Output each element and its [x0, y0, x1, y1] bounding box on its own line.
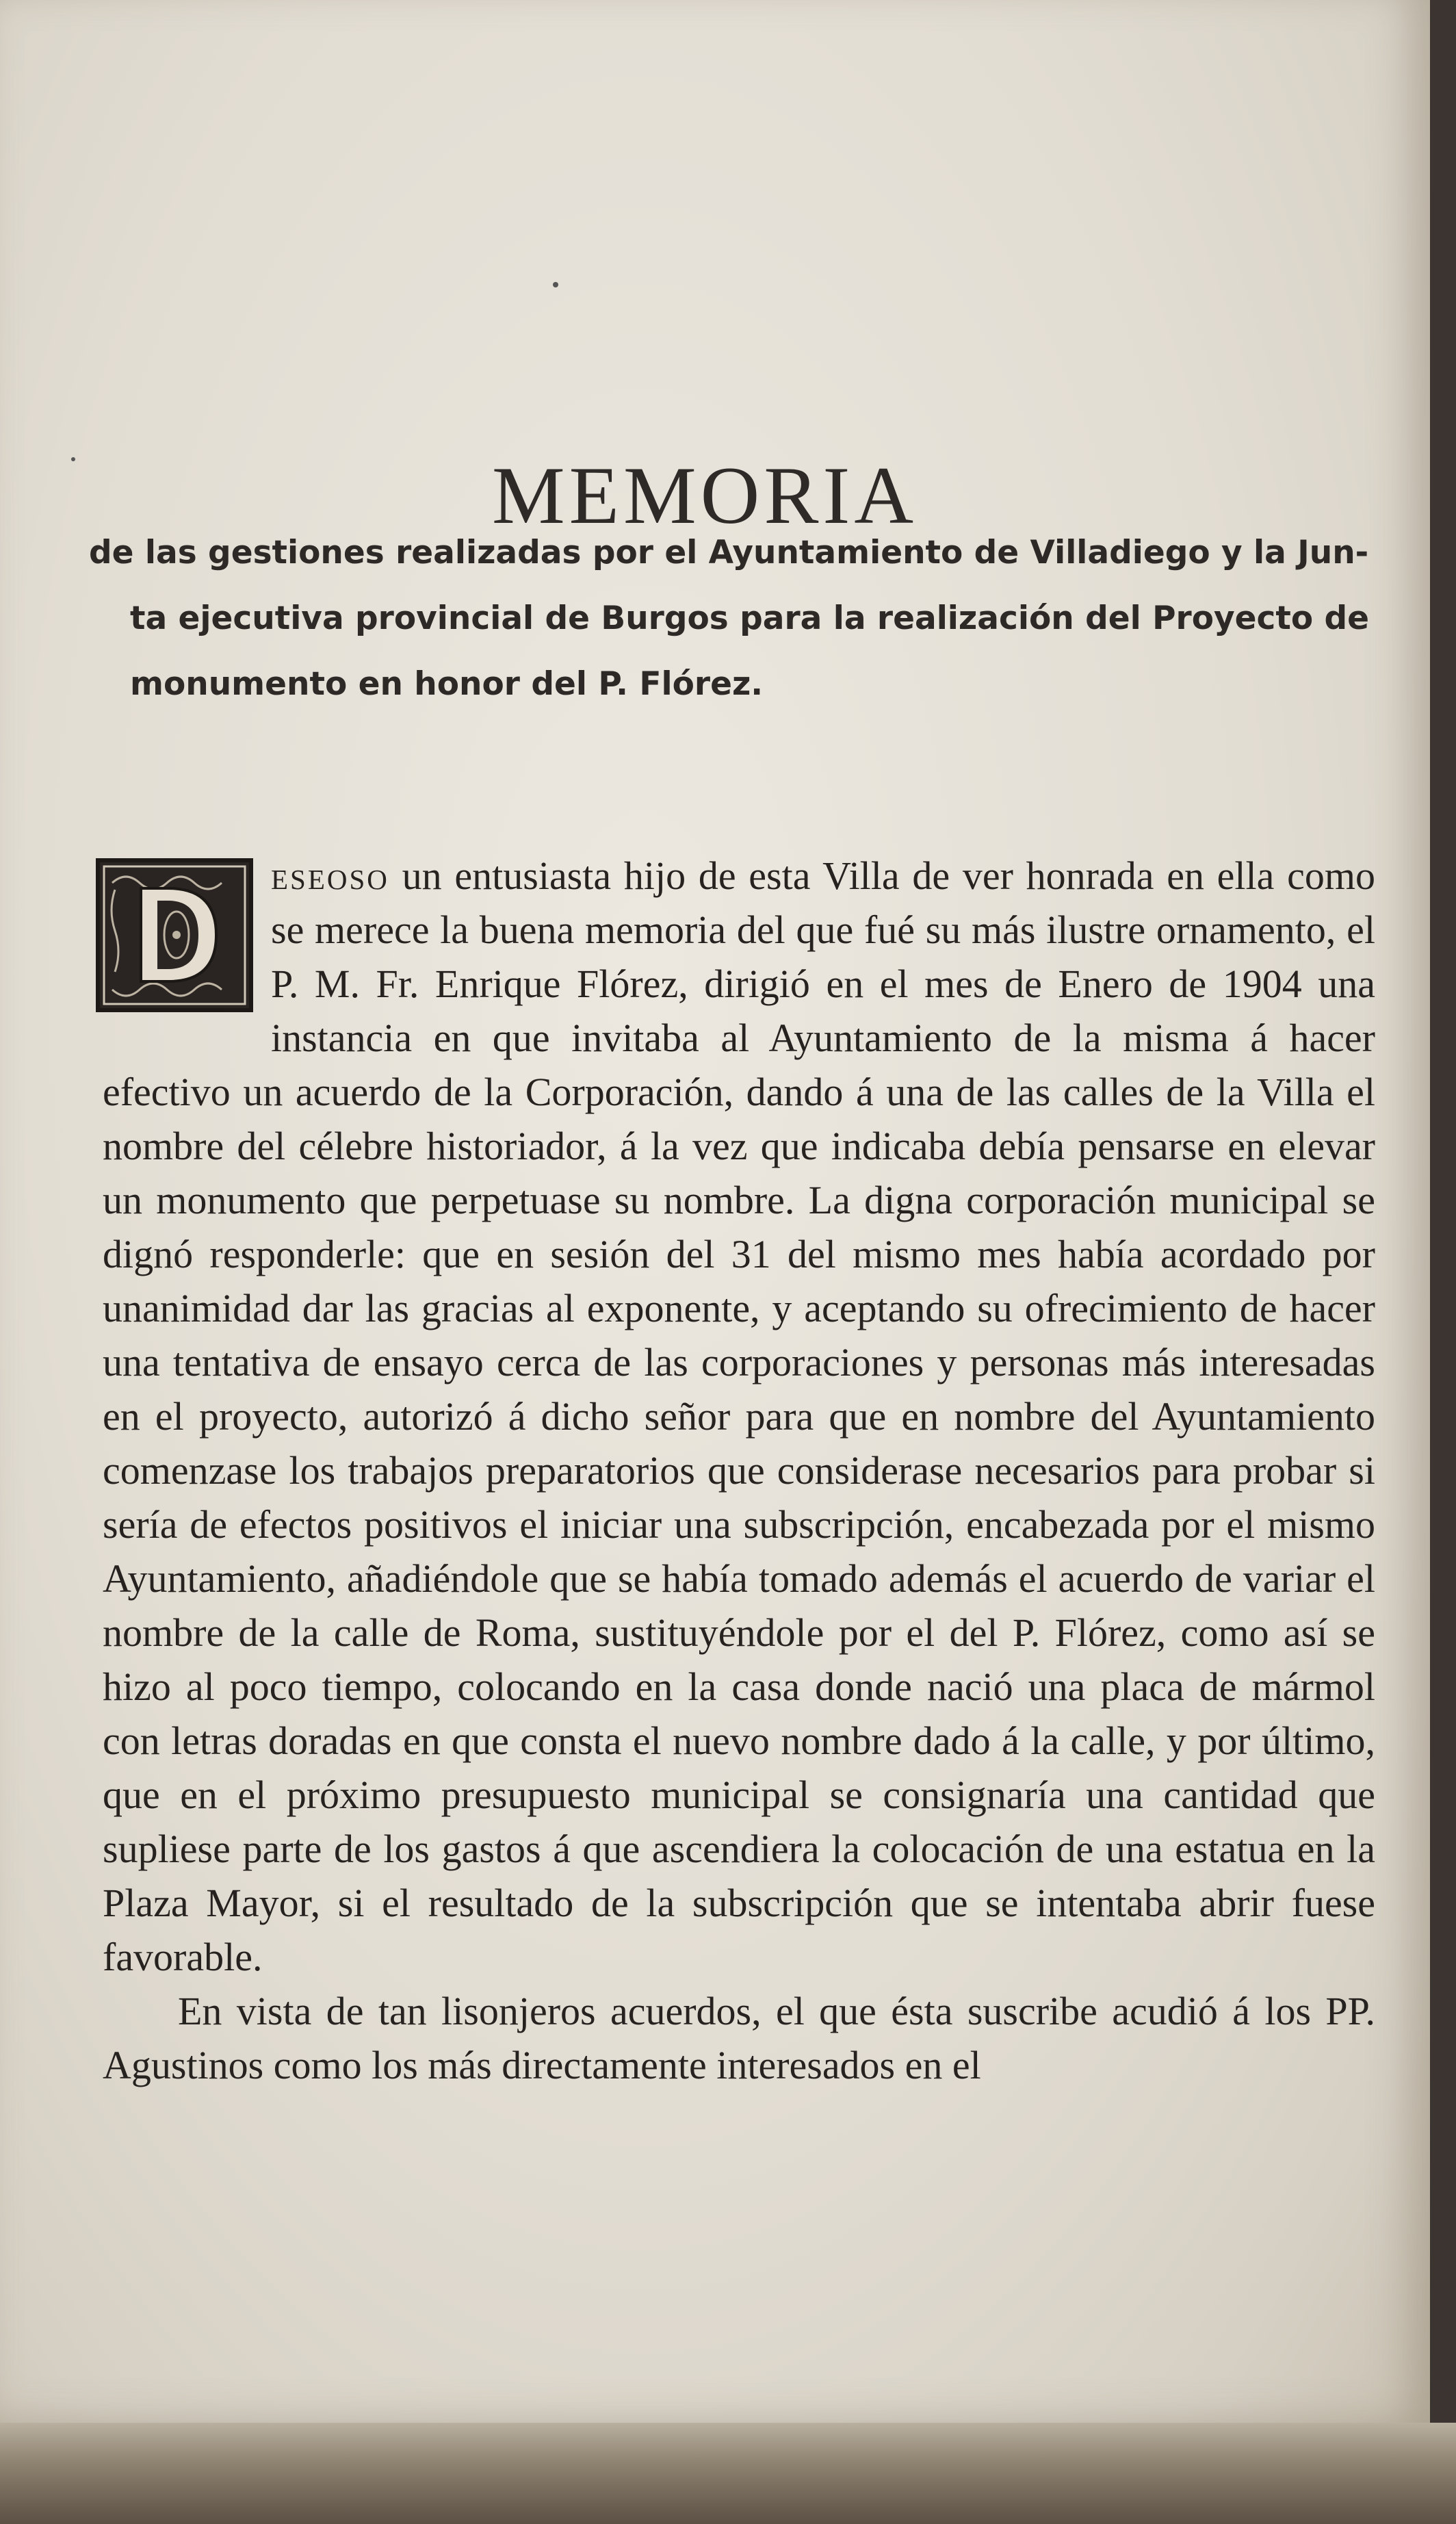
subtitle [89, 520, 1369, 717]
body-text [103, 849, 1375, 2092]
subtitle-line: de las gestiones realizadas por el Ayuntamiento de Villadiego y la Jun- [89, 534, 1369, 571]
drop-cap-ornament-icon [100, 862, 249, 1008]
paragraph-1 [103, 849, 1375, 1984]
page-title: MEMORIA [491, 450, 918, 541]
speck [553, 282, 558, 287]
paragraph-2: En vista de tan lisonjeros acuerdos, el que ésta suscribe acudió á los PP. Agustinos como los más directamente interesados en el [103, 1989, 1375, 2087]
page-bottom-edge [0, 2423, 1456, 2524]
paragraph-1-text: un entusiasta hijo de esta Villa de ver honrada en ella como se merece la buena memoria del que fué su más ilustre ornamento, el P. M. Fr. Enrique Flórez, dirigió en el mes de Enero de 1904 una instancia en que invitaba al Ayuntamiento de la misma á hacer efectivo un acuerdo de la Corporación, dando á una de las calles de la Villa el nombre del célebre historiador, á la vez que indicaba debía pensarse en elevar un monumento que perpetuase su nombre. La digna corporación municipal se dignó responderle: que en sesión del 31 del mismo mes había acordado por unanimidad dar las gracias al exponente, y aceptando su ofrecimiento de hacer una tentativa de ensayo cerca de las corporaciones y personas más interesadas en el proyecto, autorizó á dicho señor para que en nombre del Ayuntamiento comenzase los trabajos preparatorios que considerase necesarios para probar si sería de efectos positivos el iniciar una subscripción, encabezada por el mismo Ayuntamiento, añadiéndole que se había tomado además el acuerdo de variar el nombre de la calle de Roma, sustituyéndole por el del P. Flórez, como así se hizo al poco tiempo, colocando en la casa donde nació una placa de mármol con letras doradas en que consta el nuevo nombre dado á la calle, y por último, que en el próximo presupuesto municipal se consignaría una cantidad que supliese parte de los gastos á que ascendiera la colocación de una estatua en la Plaza Mayor, si el resultado de la subscripción que se intentaba abrir fuese favorable. [103, 853, 1375, 1979]
subtitle-line: ta ejecutiva provincial de Burgos para la realización del Proyecto de [130, 600, 1369, 637]
first-word-rest: eseoso [271, 853, 389, 898]
subtitle-line: monumento en honor del P. Flórez. [130, 665, 764, 703]
ornamental-drop-cap [96, 858, 253, 1012]
